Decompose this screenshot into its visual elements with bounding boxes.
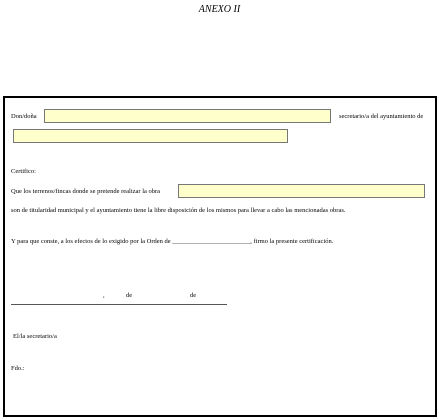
date-comma: , bbox=[103, 292, 105, 299]
terrenos-label: Que los terrenos/fincas donde se pretende realizar la obra bbox=[11, 188, 161, 195]
certificate-form bbox=[3, 96, 437, 417]
annex-title: ANEXO II bbox=[198, 4, 241, 15]
date-de-1: de bbox=[126, 292, 133, 299]
don-input[interactable] bbox=[44, 109, 331, 123]
consta-text: Y para que conste, a los efectos de lo exigido por la Orden de ________________________, firmo la presente certificación. bbox=[11, 238, 334, 245]
terrenos-input[interactable] bbox=[178, 184, 425, 198]
secretario-label: El/la secretario/a bbox=[13, 333, 57, 340]
fdo-label: Fdo.: bbox=[11, 365, 25, 372]
municipality-input[interactable] bbox=[13, 129, 288, 143]
certifico-label: Certifico: bbox=[11, 168, 36, 175]
titularidad-text: son de titularidad municipal y el ayuntamiento tiene la libre disposición de los mismos para llevar a cabo las mencionadas obras. bbox=[11, 207, 346, 214]
date-de-2: de bbox=[190, 292, 197, 299]
secretario-suffix: secretario/a del ayuntamiento de bbox=[339, 113, 424, 120]
don-label: Don/doña bbox=[11, 113, 37, 120]
date-signature-line bbox=[11, 304, 227, 305]
